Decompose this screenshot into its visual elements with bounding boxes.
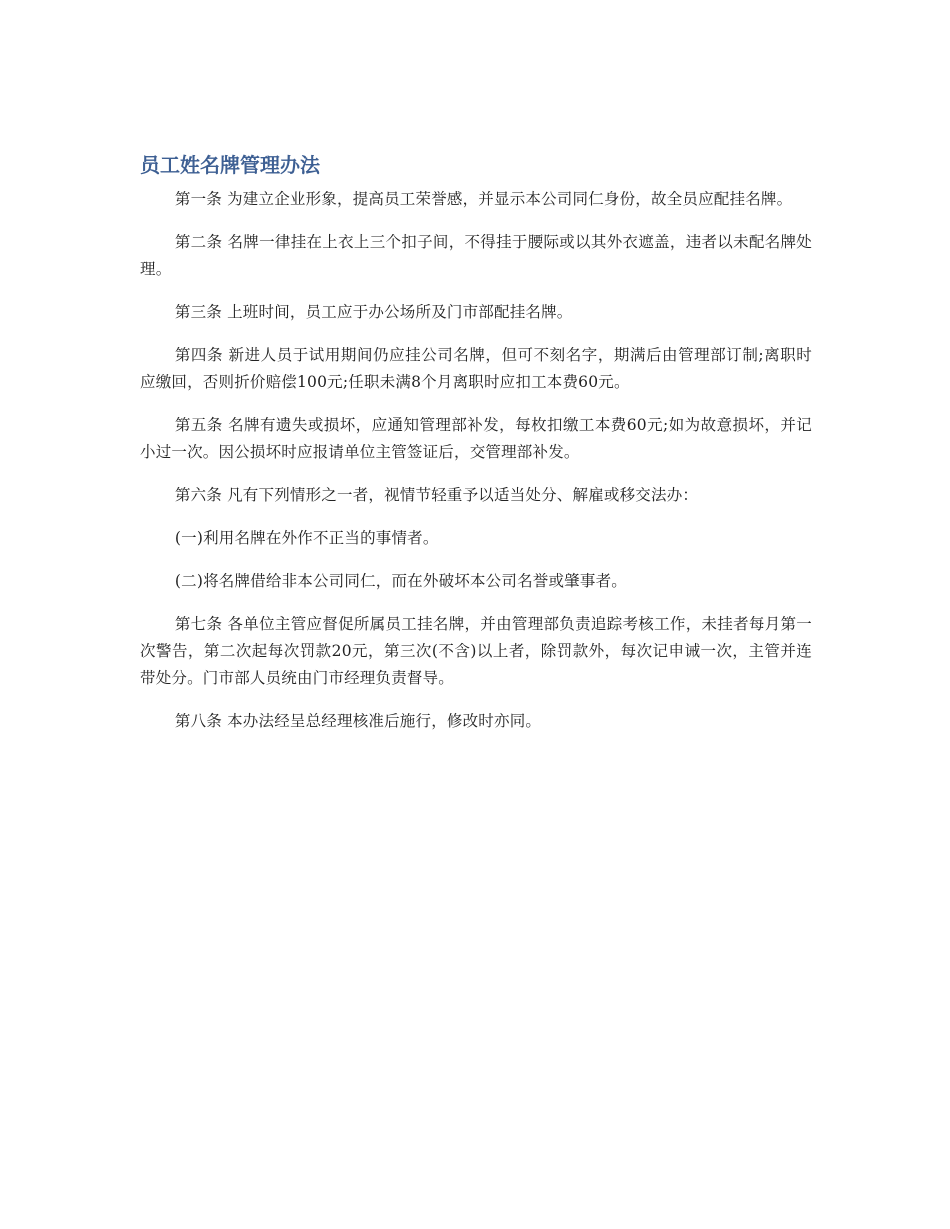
article-7: 第七条 各单位主管应督促所属员工挂名牌，并由管理部负责追踪考核工作，未挂者每月第一次警告，第二次起每次罚款20元，第三次(不含)以上者，除罚款外，每次记申诫一次，主管并连带处分。门市部人员统由门市经理负责督导。	[140, 615, 812, 687]
article-5: 第五条 名牌有遗失或损坏，应通知管理部补发，每枚扣缴工本费60元;如为故意损坏，并记小过一次。因公损坏时应报请单位主管签证后，交管理部补发。	[140, 416, 812, 461]
article-3: 第三条 上班时间，员工应于办公场所及门市部配挂名牌。	[174, 303, 573, 321]
article-6-item-1: (一)利用名牌在外作不正当的事情者。	[174, 529, 439, 547]
article-1: 第一条 为建立企业形象，提高员工荣誉感，并显示本公司同仁身份，故全员应配挂名牌。	[174, 190, 793, 208]
article-6: 第六条 凡有下列情形之一者，视情节轻重予以适当处分、解雇或移交法办：	[174, 486, 699, 504]
document-title: 员工姓名牌管理办法	[140, 153, 320, 177]
article-8: 第八条 本办法经呈总经理核准后施行，修改时亦同。	[174, 712, 542, 730]
article-4: 第四条 新进人员于试用期间仍应挂公司名牌，但可不刻名字，期满后由管理部订制;离职时应缴回，否则折价赔偿100元;任职未满8个月离职时应扣工本费60元。	[140, 346, 812, 391]
article-2: 第二条 名牌一律挂在上衣上三个扣子间，不得挂于腰际或以其外衣遮盖，违者以未配名牌处理。	[140, 233, 812, 278]
article-6-item-2: (二)将名牌借给非本公司同仁，而在外破坏本公司名誉或肇事者。	[174, 572, 627, 590]
document-page	[140, 150, 812, 751]
